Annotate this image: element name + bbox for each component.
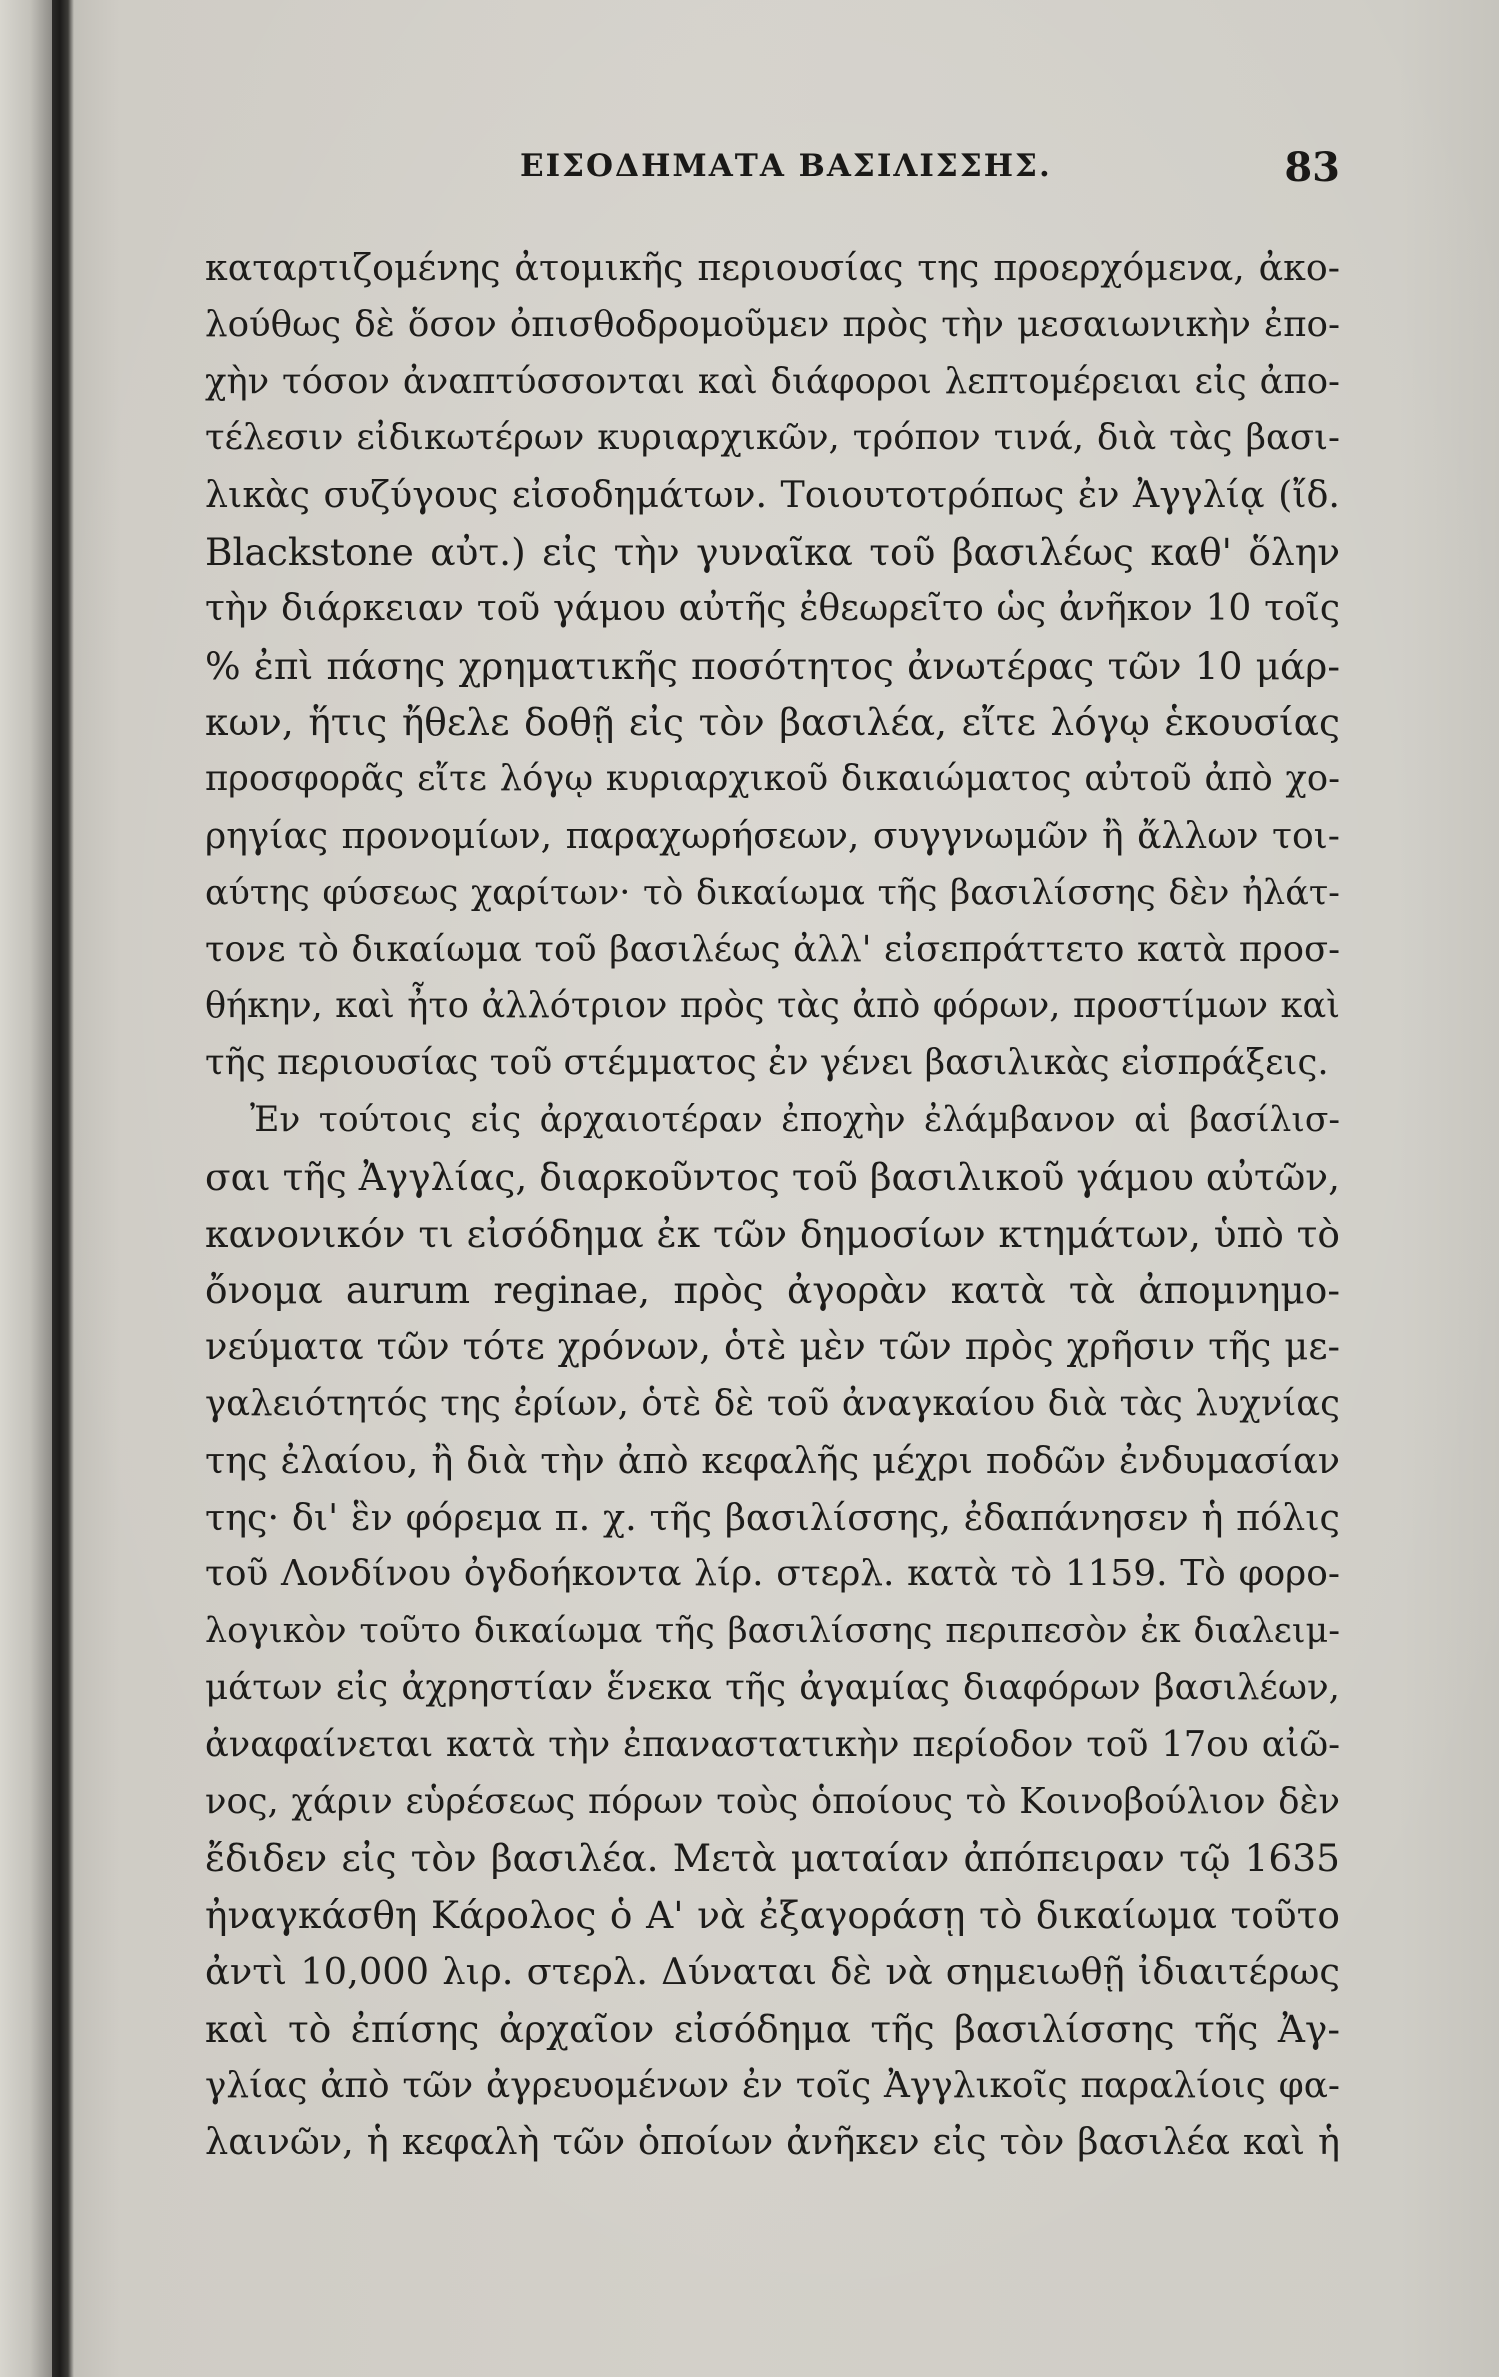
- text-line: τὴν διάρκειαν τοῦ γάμου αὐτῆς ἐθεωρεῖτο ὡς ἀνῆκον 10 τοῖς: [205, 587, 1340, 629]
- page-number: 83: [1284, 144, 1340, 191]
- text-line: ὄνομα aurum reginae, πρὸς ἀγορὰν κατὰ τὰ ἀπομνημο-: [205, 1268, 1340, 1313]
- text-line: ἀντὶ 10,000 λιρ. στερλ. Δύναται δὲ νὰ σημειωθῇ ἰδιαιτέρως: [205, 1949, 1340, 1993]
- body-text: [205, 240, 1340, 2171]
- text-line: καὶ τὸ ἐπίσης ἀρχαῖον εἰσόδημα τῆς βασιλίσσης τῆς Ἀγ-: [205, 2006, 1340, 2051]
- text-line: καταρτιζομένης ἀτομικῆς περιουσίας της προερχόμενα, ἀκο-: [205, 246, 1340, 289]
- text-line: μάτων εἰς ἀχρηστίαν ἕνεκα τῆς ἀγαμίας διαφόρων βασιλέων,: [205, 1666, 1340, 1708]
- text-line: Blackstone αὐτ.) εἰς τὴν γυναῖκα τοῦ βασιλέως καθ' ὅλην: [205, 529, 1340, 574]
- text-line: λούθως δὲ ὅσον ὀπισθοδρομοῦμεν πρὸς τὴν μεσαιωνικὴν ἐπο-: [205, 303, 1340, 345]
- text-line: γλίας ἀπὸ τῶν ἀγρευομένων ἐν τοῖς Ἀγγλικοῖς παραλίοις φα-: [205, 2064, 1340, 2106]
- text-line: τῆς περιουσίας τοῦ στέμματος ἐν γένει βασιλικὰς εἰσπράξεις.: [205, 1042, 1329, 1084]
- text-line: χὴν τόσον ἀναπτύσσονται καὶ διάφοροι λεπτομέρειαι εἰς ἀπο-: [205, 360, 1340, 402]
- text-line: ἠναγκάσθη Κάρολος ὁ Α' νὰ ἐξαγοράσῃ τὸ δικαίωμα τοῦτο: [205, 1893, 1340, 1938]
- running-title: ΕΙΣΟΔΗΜΑΤΑ ΒΑΣΙΛΙΣΣΗΣ.: [520, 148, 1052, 184]
- text-line: % ἐπὶ πάσης χρηματικῆς ποσότητος ἀνωτέρας τῶν 10 μάρ-: [205, 643, 1340, 688]
- text-line: της ἐλαίου, ἢ διὰ τὴν ἀπὸ κεφαλῆς μέχρι ποδῶν ἐνδυμασίαν: [205, 1438, 1340, 1482]
- text-line: θήκην, καὶ ἦτο ἀλλότριον πρὸς τὰς ἀπὸ φόρων, προστίμων καὶ: [205, 985, 1340, 1027]
- text-line: αύτης φύσεως χαρίτων· τὸ δικαίωμα τῆς βασιλίσσης δὲν ἠλάτ-: [205, 872, 1340, 913]
- text-line: νεύματα τῶν τότε χρόνων, ὁτὲ μὲν τῶν πρὸς χρῆσιν τῆς με-: [205, 1325, 1340, 1369]
- text-line: της· δι' ἓν φόρεμα π. χ. τῆς βασιλίσσης, ἐδαπάνησεν ἡ πόλις: [205, 1495, 1340, 1539]
- text-line: λογικὸν τοῦτο δικαίωμα τῆς βασιλίσσης περιπεσὸν ἐκ διαλειμ-: [205, 1611, 1340, 1652]
- binding-shadow: [52, 0, 74, 2377]
- text-line: τέλεσιν εἰδικωτέρων κυριαρχικῶν, τρόπον τινά, διὰ τὰς βασι-: [205, 417, 1340, 459]
- text-line: κανονικόν τι εἰσόδημα ἐκ τῶν δημοσίων κτημάτων, ὑπὸ τὸ: [205, 1211, 1340, 1256]
- text-line: ἀναφαίνεται κατὰ τὴν ἐπαναστατικὴν περίοδον τοῦ 17ου αἰῶ-: [205, 1723, 1340, 1765]
- text-line: τονε τὸ δικαίωμα τοῦ βασιλέως ἀλλ' εἰσεπράττετο κατὰ προσ-: [205, 928, 1340, 970]
- page-header: [200, 144, 1340, 198]
- text-line: λικὰς συζύγους εἰσοδημάτων. Τοιουτοτρόπως ἐν Ἀγγλίᾳ (ἴδ.: [205, 473, 1340, 517]
- page-edge: [0, 0, 52, 2377]
- paragraph-first-line: Ἐν τούτοις εἰς ἀρχαιοτέραν ἐποχὴν ἐλάμβανον αἱ βασίλισ-: [250, 1099, 1340, 1140]
- text-line: ρηγίας προνομίων, παραχωρήσεων, συγγνωμῶν ἢ ἄλλων τοι-: [205, 814, 1340, 857]
- text-line: κων, ἥτις ἤθελε δοθῇ εἰς τὸν βασιλέα, εἴτε λόγῳ ἑκουσίας: [205, 700, 1340, 745]
- text-line: προσφορᾶς εἴτε λόγῳ κυριαρχικοῦ δικαιώματος αὐτοῦ ἀπὸ χο-: [205, 758, 1340, 800]
- text-line: τοῦ Λονδίνου ὀγδοήκοντα λίρ. στερλ. κατὰ τὸ 1159. Τὸ φορο-: [205, 1553, 1340, 1595]
- text-line: ἔδιδεν εἰς τὸν βασιλέα. Μετὰ ματαίαν ἀπόπειραν τῷ 1635: [205, 1836, 1340, 1881]
- text-line: γαλειότητός της ἐρίων, ὁτὲ δὲ τοῦ ἀναγκαίου διὰ τὰς λυχνίας: [205, 1382, 1340, 1424]
- text-line: σαι τῆς Ἀγγλίας, διαρκοῦντος τοῦ βασιλικοῦ γάμου αὐτῶν,: [205, 1154, 1340, 1199]
- text-line: νος, χάριν εὑρέσεως πόρων τοὺς ὁποίους τὸ Κοινοβούλιον δὲν: [205, 1780, 1340, 1822]
- text-line: λαινῶν, ἡ κεφαλὴ τῶν ὁποίων ἀνῆκεν εἰς τὸν βασιλέα καὶ ἡ: [205, 2120, 1340, 2164]
